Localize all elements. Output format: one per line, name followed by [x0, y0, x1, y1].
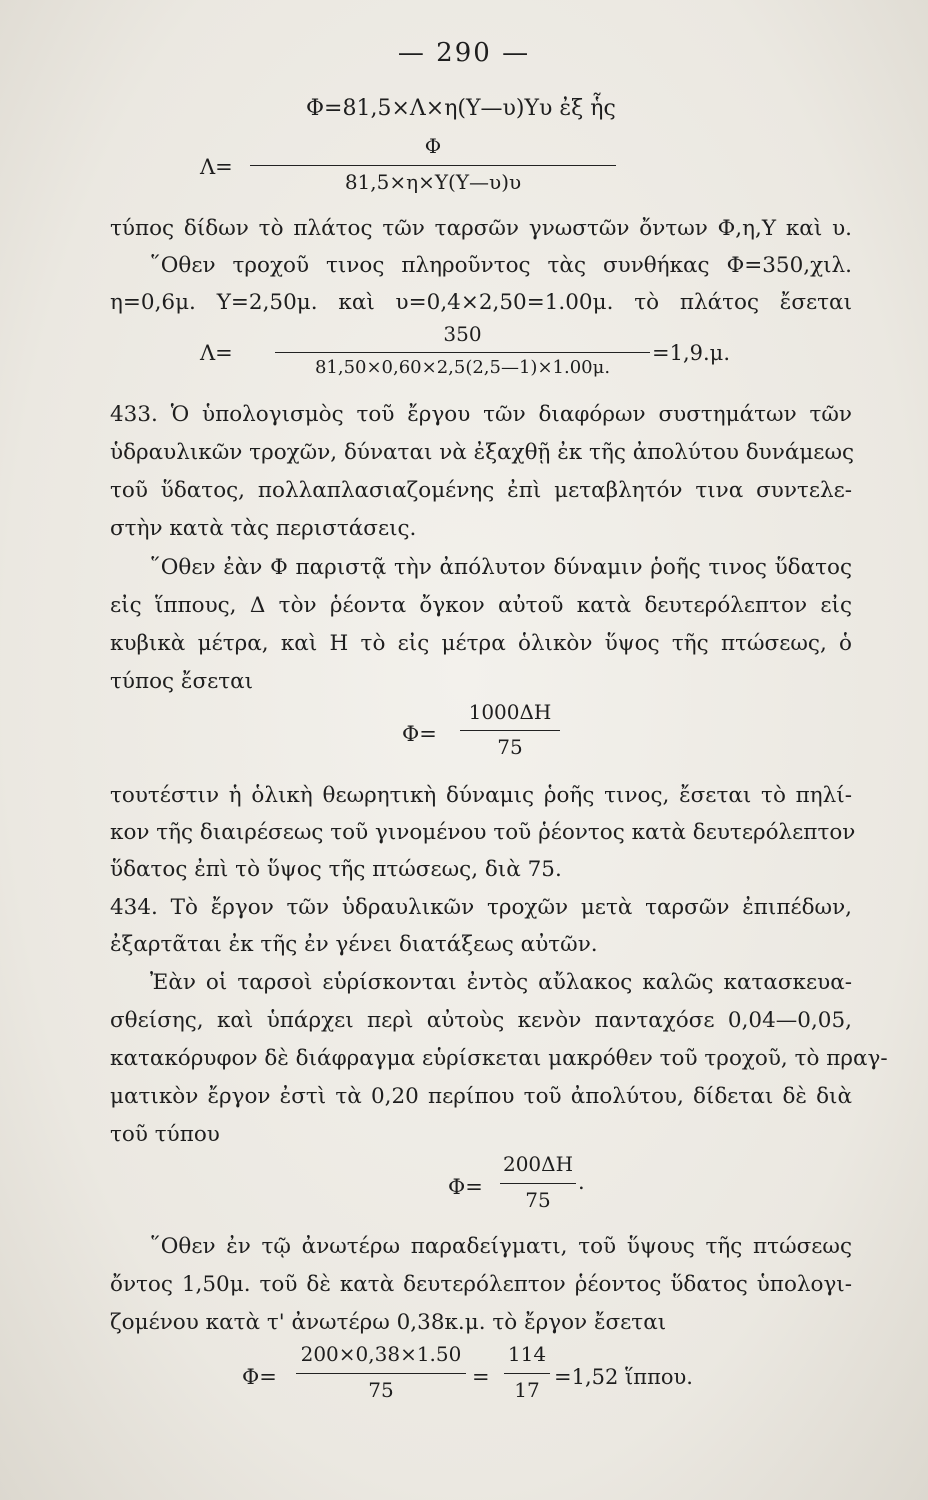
text-line: 434. Τὸ ἔργον τῶν ὑδραυλικῶν τροχῶν μετὰ ταρσῶν ἐπιπέδων,	[110, 895, 852, 920]
text-line: η=0,6μ. Υ=2,50μ. καὶ υ=0,4×2,50=1.00μ. τὸ πλάτος ἔσεται	[110, 290, 852, 315]
text-line: σθείσης, καὶ ὑπάρχει περὶ αὐτοὺς κενὸν πανταχόσε 0,04—0,05,	[110, 1008, 852, 1033]
formula-equals: =	[472, 1365, 490, 1389]
text-line: τουτέστιν ἡ ὁλικὴ θεωρητικὴ δύναμις ῥοῆς τινος, ἔσεται τὸ πηλί-	[110, 783, 852, 808]
text-line: τοῦ τύπου	[110, 1122, 220, 1147]
text-line: ἐξαρτᾶται ἐκ τῆς ἐν γένει διατάξεως αὐτῶν.	[110, 932, 598, 957]
fraction-denominator: 75	[497, 735, 523, 759]
text-line: ῞Οθεν ἐὰν Φ παριστᾷ τὴν ἀπόλυτον δύναμιν ῥοῆς τινος ὕδατος	[150, 555, 852, 580]
text-line: κον τῆς διαιρέσεως τοῦ γινομένου τοῦ ῥέοντος κατὰ δευτερόλεπτον	[110, 820, 856, 845]
fraction-denominator: 75	[525, 1188, 551, 1212]
fraction-denominator: 81,50×0,60×2,5(2,5—1)×1.00μ.	[314, 357, 611, 378]
text-line: ὕδατος ἐπὶ τὸ ὕψος τῆς πτώσεως, διὰ 75.	[110, 857, 562, 882]
formula-lhs: Λ=	[200, 155, 233, 179]
text-line: κυβικὰ μέτρα, καὶ Η τὸ εἰς μέτρα ὁλικὸν ὕψος τῆς πτώσεως, ὁ	[110, 631, 852, 656]
formula-lhs: Φ=	[448, 1175, 483, 1199]
formula-lhs: Φ=	[402, 722, 437, 746]
text-line: τοῦ ὕδατος, πολλαπλασιαζομένης ἐπὶ μεταβλητόν τινα συντελε-	[110, 478, 852, 503]
text-line: 433. Ὁ ὑπολογισμὸς τοῦ ἔργου τῶν διαφόρων συστημάτων τῶν	[110, 402, 852, 427]
formula-lhs: Φ=	[242, 1365, 277, 1389]
fraction-numerator: Φ	[424, 134, 442, 158]
fraction-bar	[460, 730, 560, 731]
fraction-bar	[250, 165, 616, 166]
fraction-bar	[500, 1183, 576, 1184]
formula-trail: .	[578, 1170, 585, 1194]
fraction-numerator: 200ΔΗ	[502, 1152, 574, 1176]
formula-result: =1,9.μ.	[652, 341, 730, 365]
text-line: ὄντος 1,50μ. τοῦ δὲ κατὰ δευτερόλεπτον ῥέοντος ὕδατος ὑπολογι-	[110, 1272, 852, 1297]
formula-result: =1,52 ἵππου.	[554, 1365, 693, 1389]
text-line: ζομένου κατὰ τ' ἀνωτέρω 0,38κ.μ. τὸ ἔργον ἔσεται	[110, 1310, 667, 1335]
fraction-numerator: 200×0,38×1.50	[300, 1342, 462, 1366]
fraction-denominator: 81,5×η×Υ(Υ—υ)υ	[344, 170, 522, 194]
text-line: εἰς ἵππους, Δ τὸν ῥέοντα ὄγκον αὐτοῦ κατὰ δευτερόλεπτον εἰς	[110, 593, 852, 618]
page-number: — 290 —	[397, 38, 531, 68]
text-line: στὴν κατὰ τὰς περιστάσεις.	[110, 516, 417, 541]
formula-lhs: Λ=	[200, 341, 233, 365]
fraction-bar	[275, 352, 650, 353]
fraction-denominator: 75	[368, 1378, 394, 1402]
fraction-bar	[504, 1373, 550, 1374]
text-line: ματικὸν ἔργον ἐστὶ τὰ 0,20 περίπου τοῦ ἀπολύτου, δίδεται δὲ διὰ	[110, 1084, 852, 1109]
text-line: τύπος δίδων τὸ πλάτος τῶν ταρσῶν γνωστῶν ὄντων Φ,η,Υ καὶ υ.	[110, 216, 852, 241]
text-line: τύπος ἔσεται	[110, 669, 254, 694]
text-line: ῞Οθεν ἐν τῷ ἀνωτέρω παραδείγματι, τοῦ ὕψους τῆς πτώσεως	[150, 1234, 852, 1259]
fraction-denominator: 17	[514, 1378, 540, 1402]
fraction-numerator: 1000ΔΗ	[468, 700, 552, 724]
fraction-numerator: 350	[443, 322, 482, 346]
formula-power-product: Φ=81,5×Λ×η(Υ—υ)Υυ ἐξ ἧς	[306, 96, 616, 121]
text-line: ῞Οθεν τροχοῦ τινος πληροῦντος τὰς συνθήκας Φ=350,χιλ.	[150, 253, 852, 278]
text-line: κατακόρυφον δὲ διάφραγμα εὑρίσκεται μακρόθεν τοῦ τροχοῦ, τὸ πραγ-	[110, 1046, 888, 1071]
fraction-bar	[296, 1373, 466, 1374]
text-line: Ἐὰν οἱ ταρσοὶ εὑρίσκονται ἐντὸς αὔλακος καλῶς κατασκευα-	[150, 970, 852, 995]
text-line: ὑδραυλικῶν τροχῶν, δύναται νὰ ἐξαχθῇ ἐκ τῆς ἀπολύτου δυνάμεως	[110, 440, 855, 465]
fraction-numerator: 114	[507, 1342, 547, 1366]
